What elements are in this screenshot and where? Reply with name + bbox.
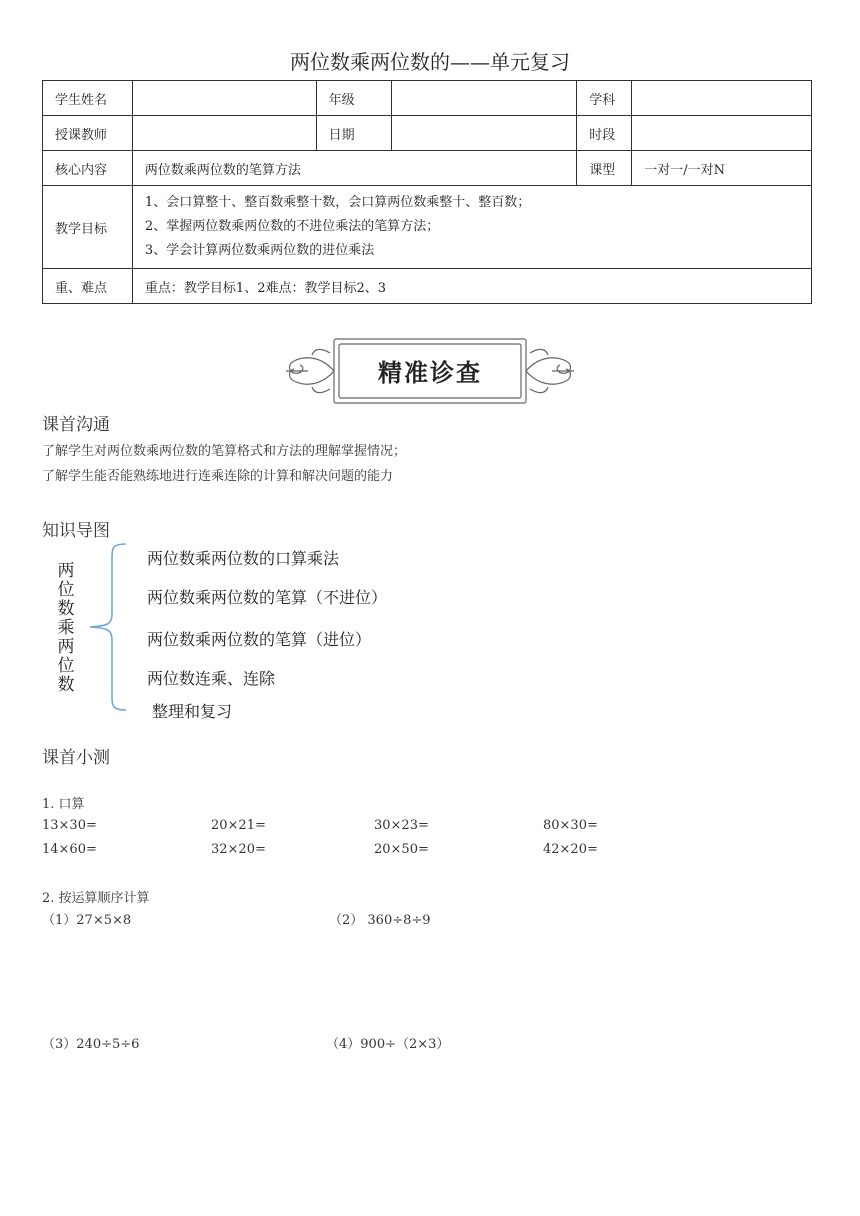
q1-item: 20×50= [374, 842, 429, 857]
type-label: 课型 [577, 151, 632, 186]
banner [284, 333, 576, 409]
map-root-char: 两 [57, 561, 75, 581]
map-root-char: 位 [57, 656, 75, 676]
period-label: 时段 [577, 116, 632, 151]
q1-item: 32×20= [211, 842, 266, 857]
q1-title: 1. 口算 [42, 797, 85, 812]
key-label: 重、难点 [43, 269, 133, 304]
student-name-cell [132, 81, 316, 116]
q2-title: 2. 按运算顺序计算 [42, 891, 150, 906]
map-root-char: 乘 [57, 618, 75, 638]
teacher-cell [132, 116, 316, 151]
goal-cell [132, 186, 811, 269]
map-root-char: 位 [57, 580, 75, 600]
brace-icon [84, 540, 134, 714]
q2-item: （2） 360÷8÷9 [329, 913, 431, 928]
grade-label: 年级 [316, 81, 391, 116]
map-item: 两位数连乘、连除 [147, 669, 276, 688]
date-label: 日期 [316, 116, 391, 151]
q1-item: 13×30= [42, 818, 97, 833]
map-item: 两位数乘两位数的笔算（进位） [147, 630, 372, 649]
q1-item: 42×20= [543, 842, 598, 857]
key-value: 重点：教学目标1、2难点：教学目标2、3 [132, 269, 811, 304]
q1-item: 14×60= [42, 842, 97, 857]
q1-item: 20×21= [211, 818, 266, 833]
map-root-char: 数 [57, 675, 75, 695]
page-title: 两位数乘两位数的——单元复习 [290, 50, 570, 74]
date-cell [391, 116, 577, 151]
map-item: 整理和复习 [152, 702, 233, 721]
goal-item: 1、会口算整十、整百数乘整十数，会口算两位数乘整十、整百数； [144, 195, 531, 210]
goal-item: 2、掌握两位数乘两位数的不进位乘法的笔算方法； [144, 219, 440, 234]
q2-item: （4）900÷（2×3） [326, 1037, 450, 1052]
q1-item: 80×30= [543, 818, 598, 833]
map-item: 两位数乘两位数的口算乘法 [147, 549, 340, 568]
core-value: 两位数乘两位数的笔算方法 [132, 151, 576, 186]
type-value: 一对一/一对N [632, 151, 812, 186]
pre-class-line: 了解学生能否能熟练地进行连乘连除的计算和解决问题的能力 [42, 469, 394, 484]
q2-item: （3）240÷5÷6 [42, 1037, 140, 1052]
student-name-label: 学生姓名 [43, 81, 133, 116]
quiz-heading: 课首小测 [42, 748, 110, 768]
grade-cell [391, 81, 577, 116]
map-item: 两位数乘两位数的笔算（不进位） [147, 588, 388, 607]
map-root [56, 562, 76, 695]
q2-item: （1）27×5×8 [42, 913, 132, 928]
q1-item: 30×23= [374, 818, 429, 833]
subject-label: 学科 [577, 81, 632, 116]
map-root-char: 两 [57, 637, 75, 657]
banner-title: 精准诊查 [378, 359, 482, 387]
map-root-char: 数 [57, 599, 75, 619]
period-cell [632, 116, 812, 151]
goal-item: 3、学会计算两位数乘两位数的进位乘法 [144, 243, 375, 258]
subject-cell [632, 81, 812, 116]
pre-class-line: 了解学生对两位数乘两位数的笔算格式和方法的理解掌握情况； [42, 444, 407, 459]
teacher-label: 授课教师 [43, 116, 133, 151]
goal-label: 教学目标 [43, 186, 133, 269]
pre-class-heading: 课首沟通 [42, 415, 110, 435]
knowledge-map-heading: 知识导图 [42, 521, 110, 541]
info-table [42, 80, 812, 304]
core-label: 核心内容 [43, 151, 133, 186]
